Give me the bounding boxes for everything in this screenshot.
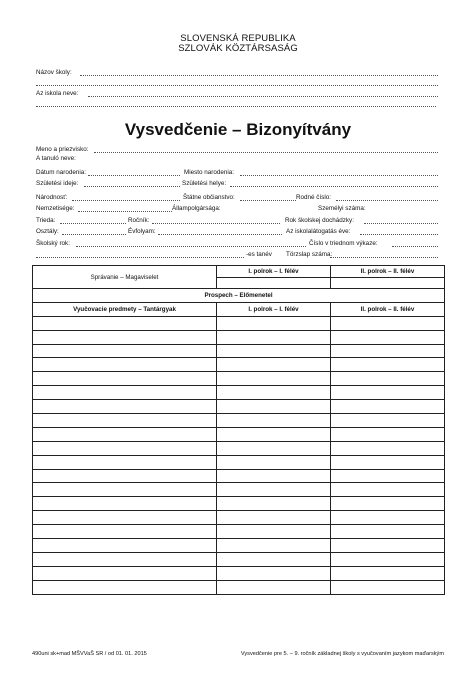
subject-cell[interactable] bbox=[33, 358, 217, 372]
class-field[interactable] bbox=[60, 223, 126, 224]
school-year-suffix: -es tanév bbox=[246, 251, 272, 258]
sem1-grade-cell[interactable] bbox=[217, 372, 331, 386]
nationality-field[interactable] bbox=[72, 200, 180, 201]
subject-cell[interactable] bbox=[33, 552, 217, 566]
sem2-grade-cell[interactable] bbox=[331, 344, 445, 358]
table-row bbox=[33, 580, 445, 594]
sem1-grade-cell[interactable] bbox=[217, 316, 331, 330]
behavior-sem2-cell[interactable] bbox=[331, 278, 444, 288]
school-name-label-hu: Az iskola neve: bbox=[36, 90, 79, 97]
nationality-label: Národnosť: bbox=[36, 194, 68, 201]
birth-number-label-hu: Személyi száma: bbox=[318, 205, 366, 212]
class-label-hu: Osztály: bbox=[36, 228, 59, 235]
subjects-header-row bbox=[33, 302, 445, 316]
table-row bbox=[33, 497, 445, 511]
school-name-field[interactable] bbox=[80, 75, 438, 76]
subject-cell[interactable] bbox=[33, 580, 217, 594]
school-name-field-2[interactable] bbox=[36, 85, 438, 86]
header-republic-sk: SLOVENSKÁ REPUBLIKA bbox=[180, 33, 296, 44]
birth-date-field-hu[interactable] bbox=[84, 186, 180, 187]
birth-place-label-hu: Születési helye: bbox=[182, 180, 227, 187]
sem1-grade-cell[interactable] bbox=[217, 358, 331, 372]
grades-table bbox=[32, 265, 445, 595]
nationality-label-hu: Nemzetisége: bbox=[36, 205, 75, 212]
subject-cell[interactable] bbox=[33, 316, 217, 330]
sem2-grade-cell[interactable] bbox=[331, 316, 445, 330]
table-row bbox=[33, 566, 445, 580]
subject-cell[interactable] bbox=[33, 483, 217, 497]
table-row bbox=[33, 330, 445, 344]
name-label-hu: A tanuló neve: bbox=[36, 155, 76, 162]
sem1-grade-cell[interactable] bbox=[217, 511, 331, 525]
sem2-grade-cell[interactable] bbox=[331, 580, 445, 594]
sem2-grade-cell[interactable] bbox=[331, 455, 445, 469]
sem2-grade-cell[interactable] bbox=[331, 358, 445, 372]
birth-place-field-hu[interactable] bbox=[230, 186, 438, 187]
sem1-grade-cell[interactable] bbox=[217, 483, 331, 497]
nationality-field-hu[interactable] bbox=[78, 211, 172, 212]
sem2-grade-cell[interactable] bbox=[331, 441, 445, 455]
table-row bbox=[33, 400, 445, 414]
sem1-grade-cell[interactable] bbox=[217, 566, 331, 580]
sem2-grade-cell[interactable] bbox=[331, 497, 445, 511]
class-label: Trieda: bbox=[36, 217, 56, 224]
table-row bbox=[33, 483, 445, 497]
birth-place-field[interactable] bbox=[240, 175, 438, 176]
birth-number-label: Rodné číslo: bbox=[296, 194, 332, 201]
footer-form-code: 490uni sk+mad MŠVVaŠ SR / od 01. 01. 2015 bbox=[32, 651, 147, 657]
subject-cell[interactable] bbox=[33, 400, 217, 414]
table-row bbox=[33, 372, 445, 386]
subjects-header: Vyučovacie predmety – Tantárgyak bbox=[33, 302, 217, 316]
sem1-grade-cell[interactable] bbox=[217, 330, 331, 344]
sem1-grade-cell[interactable] bbox=[217, 552, 331, 566]
table-row bbox=[33, 469, 445, 483]
school-year-field-hu[interactable] bbox=[36, 257, 244, 258]
progress-header: Prospech – Előmenetel bbox=[33, 289, 445, 303]
sem1-grade-cell[interactable] bbox=[217, 414, 331, 428]
birth-date-field[interactable] bbox=[88, 175, 180, 176]
sem1-grade-cell[interactable] bbox=[217, 427, 331, 441]
sem2-grade-cell[interactable] bbox=[331, 330, 445, 344]
year-attendance-label-hu: Az iskolalátogatás éve: bbox=[286, 228, 351, 235]
register-label-hu: Törzslap száma: bbox=[286, 251, 333, 258]
subject-cell[interactable] bbox=[33, 427, 217, 441]
sem2-grade-cell[interactable] bbox=[331, 469, 445, 483]
register-field-hu[interactable] bbox=[330, 257, 438, 258]
birth-place-label: Miesto narodenia: bbox=[184, 169, 235, 176]
table-row bbox=[33, 358, 445, 372]
year-attendance-field[interactable] bbox=[364, 223, 438, 224]
school-year-label: Školský rok: bbox=[36, 240, 70, 247]
grade-label: Ročník: bbox=[128, 217, 150, 224]
name-field[interactable] bbox=[94, 152, 438, 153]
name-label: Meno a priezvisko: bbox=[36, 146, 89, 153]
sem1-header: I. polrok – I. félév bbox=[217, 302, 331, 316]
table-row bbox=[33, 386, 445, 400]
sem2-grade-cell[interactable] bbox=[331, 483, 445, 497]
sem1-grade-cell[interactable] bbox=[217, 539, 331, 553]
subject-cell[interactable] bbox=[33, 566, 217, 580]
sem2-header: II. polrok – II. félév bbox=[331, 302, 445, 316]
table-row bbox=[33, 539, 445, 553]
sem2-grade-cell[interactable] bbox=[331, 511, 445, 525]
sem2-grade-cell[interactable] bbox=[331, 372, 445, 386]
subject-cell[interactable] bbox=[33, 441, 217, 455]
sem2-grade-cell[interactable] bbox=[331, 400, 445, 414]
school-name-field-hu[interactable] bbox=[88, 96, 438, 97]
behavior-row bbox=[33, 266, 445, 289]
table-row bbox=[33, 414, 445, 428]
grade-field[interactable] bbox=[152, 223, 280, 224]
year-attendance-label: Rok školskej dochádzky: bbox=[285, 217, 354, 224]
subject-cell[interactable] bbox=[33, 525, 217, 539]
table-row bbox=[33, 455, 445, 469]
birth-date-label-hu: Születési ideje: bbox=[36, 180, 79, 187]
subject-cell[interactable] bbox=[33, 344, 217, 358]
school-name-label: Názov školy: bbox=[36, 69, 72, 76]
birth-number-field[interactable] bbox=[336, 200, 438, 201]
subject-cell[interactable] bbox=[33, 386, 217, 400]
citizenship-label: Štátne občianstvo: bbox=[183, 194, 235, 201]
behavior-sem2-header: II. polrok – II. félév bbox=[331, 266, 444, 278]
subject-cell[interactable] bbox=[33, 539, 217, 553]
table-row bbox=[33, 427, 445, 441]
subject-cell[interactable] bbox=[33, 511, 217, 525]
sem1-grade-cell[interactable] bbox=[217, 386, 331, 400]
class-field-hu[interactable] bbox=[62, 234, 126, 235]
sem2-grade-cell[interactable] bbox=[331, 386, 445, 400]
sem2-grade-cell[interactable] bbox=[331, 552, 445, 566]
subject-cell[interactable] bbox=[33, 469, 217, 483]
subject-cell[interactable] bbox=[33, 372, 217, 386]
sem1-grade-cell[interactable] bbox=[217, 344, 331, 358]
school-name-field-hu-2[interactable] bbox=[36, 106, 436, 107]
subject-cell[interactable] bbox=[33, 330, 217, 344]
header-republic-hu: SZLOVÁK KÖZTÁRSASÁG bbox=[178, 43, 298, 54]
sem1-grade-cell[interactable] bbox=[217, 400, 331, 414]
behavior-label: Správanie – Magaviselet bbox=[33, 266, 217, 289]
document-title: Vysvedčenie – Bizonyítvány bbox=[124, 120, 352, 139]
table-row bbox=[33, 316, 445, 330]
table-row bbox=[33, 344, 445, 358]
citizenship-field[interactable] bbox=[240, 200, 296, 201]
sem2-grade-cell[interactable] bbox=[331, 427, 445, 441]
table-row bbox=[33, 525, 445, 539]
sem2-grade-cell[interactable] bbox=[331, 525, 445, 539]
footer-description: Vysvedčenie pre 5. – 9. ročník základnej školy s vyučovaním jazykom maďarským bbox=[240, 651, 444, 657]
sem2-grade-cell[interactable] bbox=[331, 539, 445, 553]
sem1-grade-cell[interactable] bbox=[217, 455, 331, 469]
table-row bbox=[33, 511, 445, 525]
class-register-field[interactable] bbox=[392, 246, 438, 247]
table-row bbox=[33, 552, 445, 566]
sem1-grade-cell[interactable] bbox=[217, 525, 331, 539]
grade-field-hu[interactable] bbox=[158, 234, 282, 235]
table-row bbox=[33, 441, 445, 455]
progress-row bbox=[33, 289, 445, 303]
year-attendance-field-hu[interactable] bbox=[360, 234, 438, 235]
class-register-label: Číslo v triednom výkaze: bbox=[309, 240, 378, 247]
sem1-grade-cell[interactable] bbox=[217, 497, 331, 511]
subject-cell[interactable] bbox=[33, 455, 217, 469]
sem1-grade-cell[interactable] bbox=[217, 469, 331, 483]
behavior-sem1-header: I. polrok – I. félév bbox=[217, 266, 330, 278]
birth-date-label: Dátum narodenia: bbox=[36, 169, 87, 176]
sem2-grade-cell[interactable] bbox=[331, 414, 445, 428]
citizenship-label-hu: Állampolgársága: bbox=[172, 205, 221, 212]
behavior-sem1-cell[interactable] bbox=[217, 278, 330, 288]
subject-cell[interactable] bbox=[33, 414, 217, 428]
sem1-grade-cell[interactable] bbox=[217, 441, 331, 455]
subject-cell[interactable] bbox=[33, 497, 217, 511]
grade-label-hu: Évfolyam: bbox=[128, 228, 156, 235]
sem1-grade-cell[interactable] bbox=[217, 580, 331, 594]
sem2-grade-cell[interactable] bbox=[331, 566, 445, 580]
school-year-field[interactable] bbox=[76, 246, 306, 247]
